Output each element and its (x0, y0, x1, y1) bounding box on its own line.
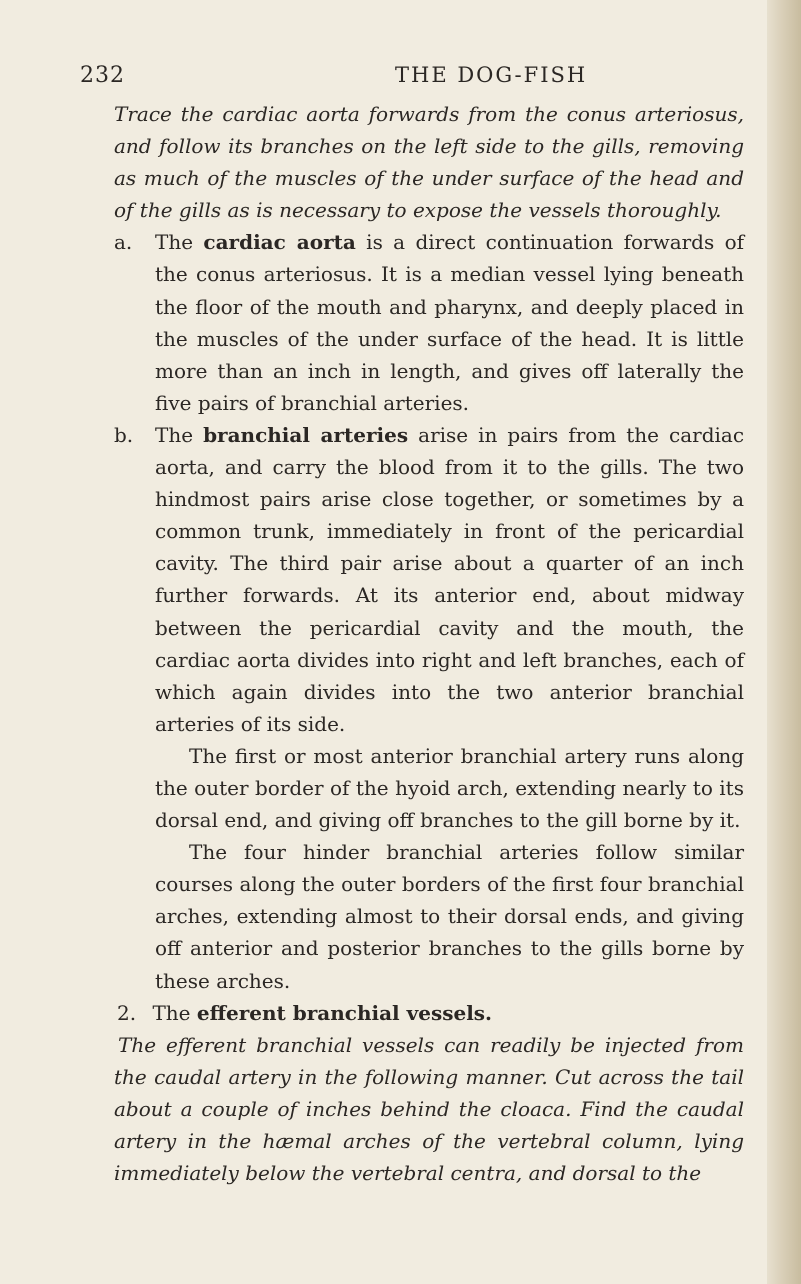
item-lead-a: The (155, 230, 194, 255)
section-term: efferent branchial vessels. (196, 1000, 493, 1025)
section-number: 2. (117, 1000, 137, 1025)
item-term-b: branchial arteries (203, 422, 409, 447)
item-term-a: cardiac aorta (203, 230, 356, 255)
page-body (114, 98, 744, 1189)
item-lead-b: The (155, 422, 194, 447)
item-label-a: a. (114, 230, 133, 255)
closing-paragraph: The efferent branchial vessels can readily be injected from the caudal artery in the following manner. Cut across the tail about a couple of inches behind the cloaca. Find the caudal artery in the hæmal arches of the vertebral column, lying immediately below the vertebral centra, and dorsal to the (114, 1032, 744, 1186)
item-text-b: arise in pairs from the cardiac aorta, and carry the blood from it to the gills. The two hindmost pairs arise close together, or sometimes by a common trunk, immediately in front of the pericardial cavity. The third pair arise about a quarter of an inch further forwards. At its anterior end, about midway between the pericardial cavity and the mouth, the cardiac aorta divides into right and left branches, each of which again divides into the two anterior branchial arteries of its side. (155, 422, 745, 736)
intro-paragraph: Trace the cardiac aorta forwards from the conus arteriosus, and follow its branches on the left side to the gills, removing as much of the muscles of the under surface of the head and of the gills as is necessary to expose the vessels thoroughly. (114, 102, 744, 223)
running-title: THE DOG-FISH (395, 63, 588, 87)
page-header (80, 63, 720, 93)
list-item-a (114, 226, 744, 419)
item-label-b: b. (114, 422, 134, 447)
item-text-a: is a direct continuation forwards of the conus arteriosus. It is a median vessel lying beneath the floor of the mouth and pharynx, and deeply placed in the muscles of the under surface of the head. It is little more than an inch in length, and gives off laterally the five pairs of branchial arteries. (155, 230, 745, 415)
section-heading (114, 997, 744, 1029)
section-lead: The (152, 1000, 191, 1025)
paragraph-hinder-arteries: The four hinder branchial arteries follow similar courses along the outer borders of the first four branchial arches, extending almost to their dorsal ends, and giving off anterior and posterior branches to the gills borne by these arches. (155, 840, 744, 993)
page-edge-shadow (767, 0, 801, 1284)
paragraph-first-artery: The first or most anterior branchial artery runs along the outer border of the hyoid arch, extending nearly to its dorsal end, and giving off branches to the gill borne by it. (155, 743, 744, 833)
page-number: 232 (80, 63, 125, 88)
list-item-b (114, 419, 744, 740)
